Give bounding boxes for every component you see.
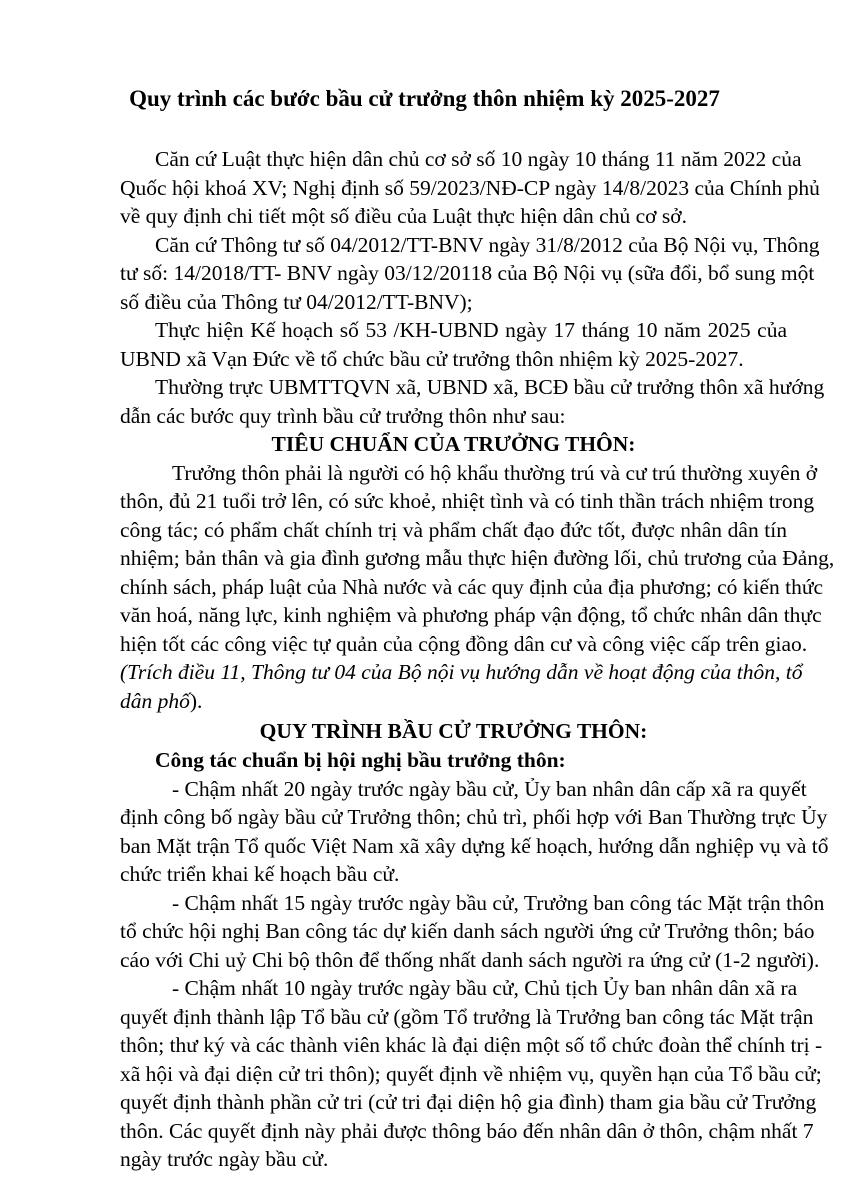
intro-line: Căn cứ Luật thực hiện dân chủ cơ sở số 10 ngày 10 tháng 11 năm 2022 của: [155, 147, 802, 171]
standards-line: công tác; có phẩm chất chính trị và phẩm chất đạo đức tốt, được nhân dân tín: [120, 518, 787, 542]
subheading-preparation: Công tác chuẩn bị hội nghị bầu trưởng thôn:: [155, 748, 566, 772]
procedure-line: định công bố ngày bầu cử Trưởng thôn; chủ trì, phối hợp với Ban Thường trực Ủy: [120, 805, 828, 829]
procedure-line: quyết định thành phần cử tri (cử tri đại diện hộ gia đình) tham gia bầu cử Trưởng: [120, 1090, 817, 1114]
intro-line: Quốc hội khoá XV; Nghị định số 59/2023/NĐ-CP ngày 14/8/2023 của Chính phủ: [120, 176, 820, 200]
intro-line: về quy định chi tiết một số điều của Luật thực hiện dân chủ cơ sở.: [120, 204, 687, 228]
procedure-line: - Chậm nhất 10 ngày trước ngày bầu cử, Chủ tịch Ủy ban nhân dân xã ra: [172, 976, 798, 1000]
intro-line: Thực hiện Kế hoạch số 53 /KH-UBND ngày 17 tháng 10 năm 2025 của: [155, 318, 787, 342]
section-heading-procedure: QUY TRÌNH BẦU CỬ TRƯỞNG THÔN:: [259, 719, 648, 743]
standards-line: Trưởng thôn phải là người có hộ khẩu thường trú và cư trú thường xuyên ở: [172, 461, 818, 485]
procedure-line: cáo với Chi uỷ Chi bộ thôn để thống nhất danh sách người ra ứng cử (1-2 người).: [120, 948, 820, 972]
intro-line: Thường trực UBMTTQVN xã, UBND xã, BCĐ bầu cử trưởng thôn xã hướng: [155, 375, 825, 399]
intro-line: Căn cứ Thông tư số 04/2012/TT-BNV ngày 31/8/2012 của Bộ Nội vụ, Thông: [155, 233, 820, 257]
procedure-line: xã hội và đại diện cử tri thôn); quyết định về nhiệm vụ, quyền hạn của Tổ bầu cử;: [120, 1062, 822, 1086]
section-heading-standards: TIÊU CHUẨN CỦA TRƯỞNG THÔN:: [271, 432, 636, 456]
procedure-line: ngày trước ngày bầu cử.: [120, 1147, 329, 1171]
procedure-line: tổ chức hội nghị Ban công tác dự kiến danh sách người ứng cử Trưởng thôn; báo: [120, 919, 815, 943]
intro-line: tư số: 14/2018/TT- BNV ngày 03/12/20118 của Bộ Nội vụ (sữa đổi, bổ sung một: [120, 261, 815, 285]
procedure-line: - Chậm nhất 20 ngày trước ngày bầu cử, Ủy ban nhân dân cấp xã ra quyết: [172, 777, 807, 801]
standards-line: nhiệm; bản thân và gia đình gương mẫu thực hiện đường lối, chủ trương của Đảng,: [120, 546, 835, 570]
standards-line: thôn, đủ 21 tuổi trở lên, có sức khoẻ, nhiệt tình và có tinh thần trách nhiệm trong: [120, 489, 815, 513]
standards-line: hiện tốt các công việc tự quản của cộng đồng dân cư và công việc cấp trên giao.: [120, 632, 808, 656]
procedure-line: thôn. Các quyết định này phải được thông báo đến nhân dân ở thôn, chậm nhất 7: [120, 1119, 814, 1143]
citation-line: (Trích điều 11, Thông tư 04 của Bộ nội vụ hướng dẫn về hoạt động của thôn, tổ: [120, 660, 803, 684]
procedure-line: - Chậm nhất 15 ngày trước ngày bầu cử, Trưởng ban công tác Mặt trận thôn: [172, 891, 825, 915]
citation-close: ).: [189, 689, 203, 713]
standards-line: văn hoá, năng lực, kinh nghiệm và phương pháp vận động, tổ chức nhân dân thực: [120, 603, 822, 627]
intro-line: UBND xã Vạn Đức về tổ chức bầu cử trưởng thôn nhiệm kỳ 2025-2027.: [120, 347, 744, 371]
citation-line-end: [120, 687, 787, 715]
procedure-line: quyết định thành lập Tổ bầu cử (gồm Tổ trưởng là Trưởng ban công tác Mặt trận: [120, 1005, 814, 1029]
procedure-line: ban Mặt trận Tổ quốc Việt Nam xã xây dựng kế hoạch, hướng dẫn nghiệp vụ và tổ: [120, 834, 829, 858]
procedure-line: chức triển khai kế hoạch bầu cử.: [120, 862, 400, 886]
standards-line: chính sách, pháp luật của Nhà nước và các quy định của địa phương; có kiến thức: [120, 575, 824, 599]
procedure-line: thôn; thư ký và các thành viên khác là đại diện một số tổ chức đoàn thể chính trị -: [120, 1033, 823, 1057]
citation-italic: dân phố: [120, 689, 190, 713]
intro-line: dẫn các bước quy trình bầu cử trưởng thôn như sau:: [120, 404, 566, 428]
intro-line: số điều của Thông tư 04/2012/TT-BNV);: [120, 290, 473, 314]
document-title: Quy trình các bước bầu cử trưởng thôn nhiệm kỳ 2025-2027: [129, 86, 720, 111]
